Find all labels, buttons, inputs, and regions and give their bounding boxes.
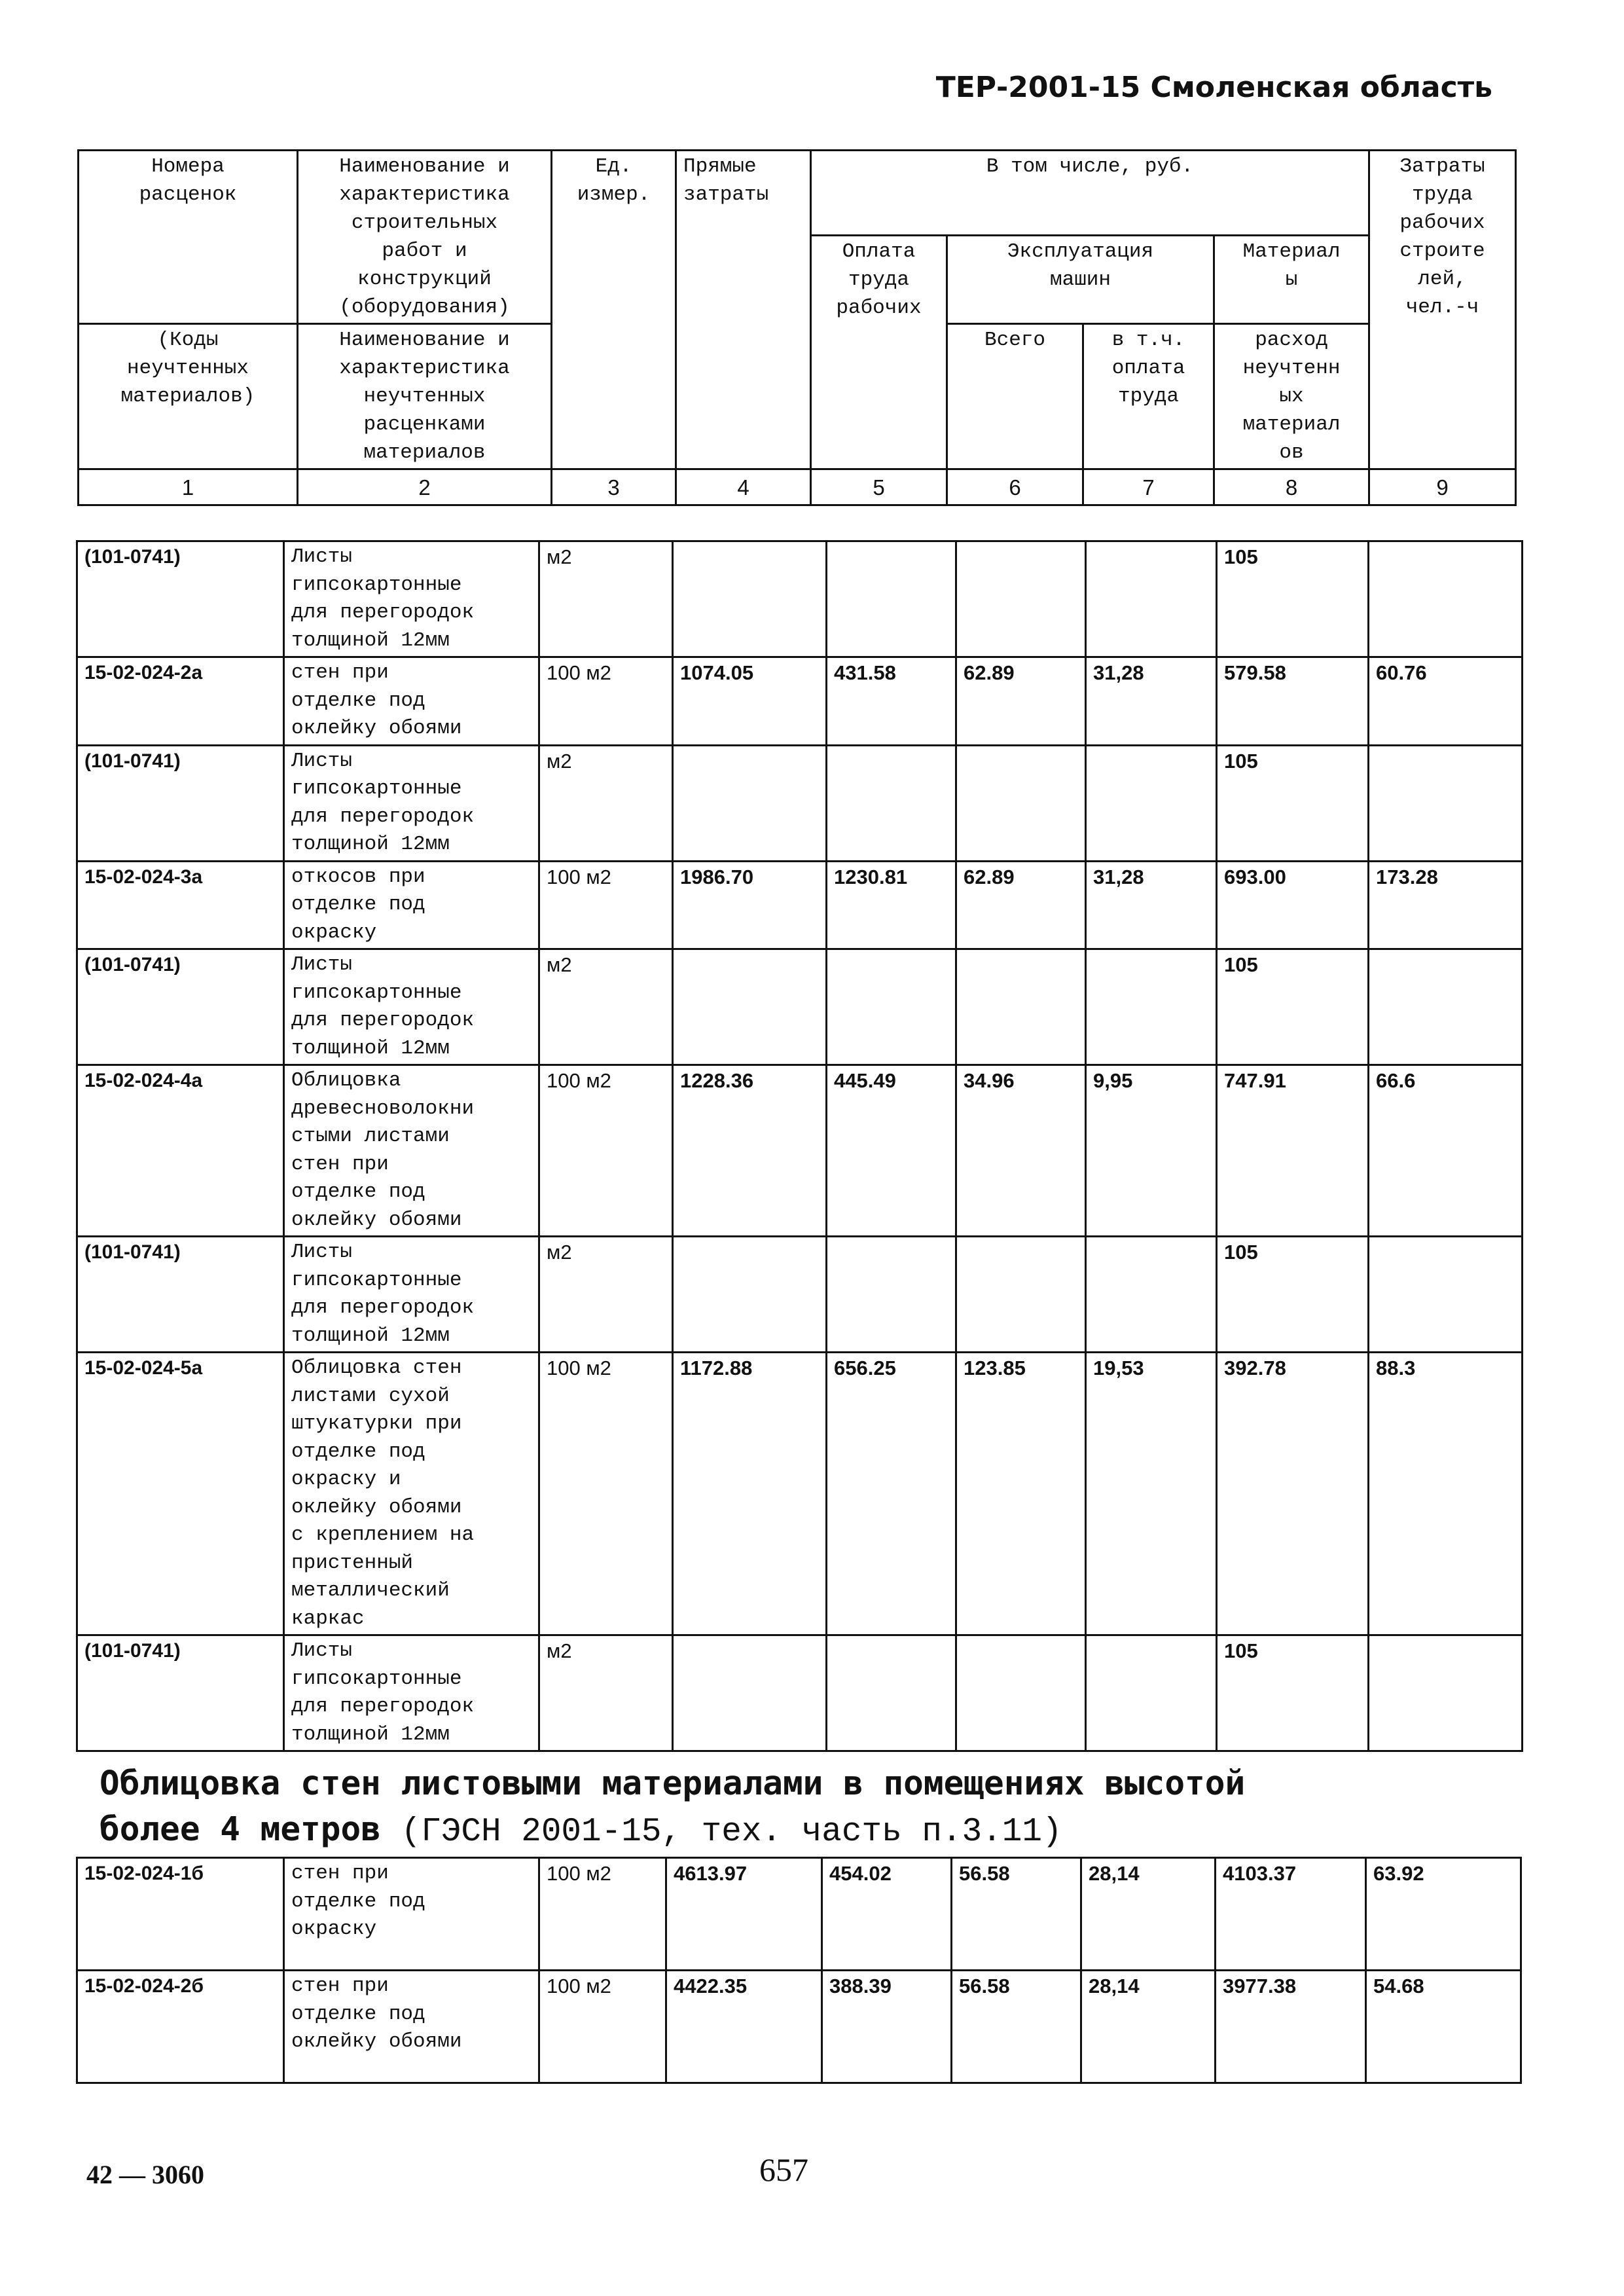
- machine-cost: 56.58: [952, 1971, 1081, 2083]
- rate-name: Листы гипсокартонные для перегородок толщиной 12мм: [284, 949, 539, 1065]
- rate-unit: 100 м2: [539, 1858, 666, 1971]
- machine-cost: [956, 1237, 1086, 1353]
- rate-unit: м2: [539, 1635, 673, 1751]
- machine-cost: [956, 541, 1086, 657]
- labor-cost: [827, 1635, 956, 1751]
- rate-unit: м2: [539, 1237, 673, 1353]
- header-kody: (Коды неучтенных материалов): [79, 324, 298, 469]
- labor-hours: 54.68: [1366, 1971, 1521, 2083]
- table-row: [77, 949, 1523, 1065]
- rate-name: Облицовка стен листами сухой штукатурки при отделке под окраску и оклейку обоями с креплением на пристенный металлический каркас: [284, 1353, 539, 1635]
- machine-labor-cost: [1086, 541, 1217, 657]
- rate-code: 15-02-024-4а: [77, 1065, 284, 1237]
- rate-unit: 100 м2: [539, 657, 673, 746]
- direct-cost: 4422.35: [666, 1971, 822, 2083]
- labor-hours: [1369, 1635, 1523, 1751]
- direct-cost: 1172.88: [673, 1353, 827, 1635]
- direct-cost: 4613.97: [666, 1858, 822, 1971]
- machine-labor-cost: 31,28: [1086, 657, 1217, 746]
- labor-cost: 656.25: [827, 1353, 956, 1635]
- labor-hours: 88.3: [1369, 1353, 1523, 1635]
- direct-cost: [673, 1635, 827, 1751]
- machine-labor-cost: [1086, 949, 1217, 1065]
- table-row: [77, 1971, 1521, 2083]
- direct-cost: [673, 541, 827, 657]
- machine-labor-cost: [1086, 1635, 1217, 1751]
- direct-cost: [673, 1237, 827, 1353]
- direct-cost: 1986.70: [673, 861, 827, 949]
- rate-name: Листы гипсокартонные для перегородок толщиной 12мм: [284, 745, 539, 861]
- labor-cost: 1230.81: [827, 861, 956, 949]
- labor-hours: 63.92: [1366, 1858, 1521, 1971]
- section-title: Облицовка стен листовыми материалами в помещениях высотой более 4 метров (ГЭСН 2001-15, тех. часть п.3.11): [99, 1764, 1246, 1851]
- material-cost: 105: [1217, 745, 1369, 861]
- header-naimenovanie: Наименование и характеристика строительных работ и конструкций (оборудования): [298, 151, 552, 324]
- rate-code: (101-0741): [77, 541, 284, 657]
- labor-cost: [827, 1237, 956, 1353]
- header-v-tom-chisle: В том числе, руб.: [811, 151, 1369, 236]
- labor-cost: [827, 949, 956, 1065]
- table-row: [77, 861, 1523, 949]
- rate-name: Листы гипсокартонные для перегородок толщиной 12мм: [284, 541, 539, 657]
- rate-code: 15-02-024-3а: [77, 861, 284, 949]
- labor-hours: 66.6: [1369, 1065, 1523, 1237]
- machine-labor-cost: 19,53: [1086, 1353, 1217, 1635]
- col-number: 8: [1214, 469, 1369, 505]
- page-title: ТЕР-2001-15 Смоленская область: [935, 71, 1492, 104]
- rate-unit: 100 м2: [539, 1971, 666, 2083]
- material-cost: 105: [1217, 1635, 1369, 1751]
- table-row: [77, 1635, 1523, 1751]
- section-rates-table: [76, 1857, 1522, 2084]
- rate-code: 15-02-024-5а: [77, 1353, 284, 1635]
- table-row: [77, 1065, 1523, 1237]
- rate-code: (101-0741): [77, 1237, 284, 1353]
- rate-unit: 100 м2: [539, 1353, 673, 1635]
- footer-code: 42 — 3060: [86, 2160, 204, 2189]
- machine-labor-cost: 28,14: [1081, 1858, 1216, 1971]
- machine-cost: 123.85: [956, 1353, 1086, 1635]
- header-zatraty-truda: Затраты труда рабочих строите лей, чел.-ч: [1369, 151, 1516, 469]
- material-cost: 392.78: [1217, 1353, 1369, 1635]
- machine-cost: [956, 745, 1086, 861]
- rate-code: (101-0741): [77, 1635, 284, 1751]
- material-cost: 693.00: [1217, 861, 1369, 949]
- col-number: 5: [811, 469, 947, 505]
- header-v-t-ch: в т.ч. оплата труда: [1083, 324, 1214, 469]
- table-row: [77, 1237, 1523, 1353]
- labor-hours: [1369, 1237, 1523, 1353]
- header-nomera: Номера расценок: [79, 151, 298, 324]
- direct-cost: [673, 745, 827, 861]
- direct-cost: 1074.05: [673, 657, 827, 746]
- direct-cost: [673, 949, 827, 1065]
- machine-labor-cost: [1086, 1237, 1217, 1353]
- header-ekspluataciya: Эксплуатация машин: [947, 236, 1214, 324]
- labor-hours: [1369, 745, 1523, 861]
- col-number: 3: [552, 469, 676, 505]
- page-number: 657: [759, 2151, 808, 2188]
- machine-cost: [956, 949, 1086, 1065]
- machine-labor-cost: [1086, 745, 1217, 861]
- machine-cost: 56.58: [952, 1858, 1081, 1971]
- material-cost: 105: [1217, 541, 1369, 657]
- table-row: [77, 1353, 1523, 1635]
- header-vsego: Всего: [947, 324, 1083, 469]
- header-naim-neuchtennyh: Наименование и характеристика неучтенных расценками материалов: [298, 324, 552, 469]
- labor-cost: [827, 541, 956, 657]
- material-cost: 747.91: [1217, 1065, 1369, 1237]
- rate-name: откосов при отделке под окраску: [284, 861, 539, 949]
- labor-cost: 454.02: [822, 1858, 952, 1971]
- header-pryamye: Прямые затраты: [676, 151, 811, 469]
- labor-hours: 60.76: [1369, 657, 1523, 746]
- machine-labor-cost: 9,95: [1086, 1065, 1217, 1237]
- rate-code: 15-02-024-2б: [77, 1971, 284, 2083]
- labor-cost: 431.58: [827, 657, 956, 746]
- header-ed-izmer: Ед. измер.: [552, 151, 676, 469]
- labor-cost: 445.49: [827, 1065, 956, 1237]
- rate-unit: 100 м2: [539, 1065, 673, 1237]
- rate-unit: м2: [539, 541, 673, 657]
- rates-table: [76, 540, 1523, 1752]
- machine-cost: [956, 1635, 1086, 1751]
- header-oplata: Оплата труда рабочих: [811, 236, 947, 469]
- rate-code: (101-0741): [77, 949, 284, 1065]
- col-number: 2: [298, 469, 552, 505]
- labor-hours: [1369, 949, 1523, 1065]
- col-number: 7: [1083, 469, 1214, 505]
- labor-hours: [1369, 541, 1523, 657]
- rate-code: 15-02-024-2а: [77, 657, 284, 746]
- rate-name: Облицовка древесноволокни стыми листами стен при отделке под оклейку обоями: [284, 1065, 539, 1237]
- section-reference: (ГЭСН 2001-15, тех. часть п.3.11): [401, 1813, 1062, 1851]
- col-number: 9: [1369, 469, 1516, 505]
- material-cost: 105: [1217, 949, 1369, 1065]
- col-number: 4: [676, 469, 811, 505]
- rate-name: стен при отделке под окраску: [284, 1858, 539, 1971]
- labor-hours: 173.28: [1369, 861, 1523, 949]
- rate-name: стен при отделке под оклейку обоями: [284, 1971, 539, 2083]
- rate-unit: м2: [539, 949, 673, 1065]
- machine-cost: 62.89: [956, 861, 1086, 949]
- rate-code: (101-0741): [77, 745, 284, 861]
- col-number: 1: [79, 469, 298, 505]
- table-row: [77, 745, 1523, 861]
- rate-unit: 100 м2: [539, 861, 673, 949]
- rate-name: Листы гипсокартонные для перегородок толщиной 12мм: [284, 1237, 539, 1353]
- labor-cost: [827, 745, 956, 861]
- labor-cost: 388.39: [822, 1971, 952, 2083]
- header-materialy: Материал ы: [1214, 236, 1369, 324]
- rate-name: стен при отделке под оклейку обоями: [284, 657, 539, 746]
- rate-unit: м2: [539, 745, 673, 861]
- header-rashod: расход неучтенн ых материал ов: [1214, 324, 1369, 469]
- machine-labor-cost: 31,28: [1086, 861, 1217, 949]
- material-cost: 3977.38: [1216, 1971, 1366, 2083]
- rate-code: 15-02-024-1б: [77, 1858, 284, 1971]
- material-cost: 579.58: [1217, 657, 1369, 746]
- table-row: [77, 657, 1523, 746]
- direct-cost: 1228.36: [673, 1065, 827, 1237]
- table-row: [77, 1858, 1521, 1971]
- rate-name: Листы гипсокартонные для перегородок толщиной 12мм: [284, 1635, 539, 1751]
- machine-cost: 34.96: [956, 1065, 1086, 1237]
- col-number: 6: [947, 469, 1083, 505]
- machine-labor-cost: 28,14: [1081, 1971, 1216, 2083]
- machine-cost: 62.89: [956, 657, 1086, 746]
- table-row: [77, 541, 1523, 657]
- header-table: [77, 149, 1517, 506]
- material-cost: 105: [1217, 1237, 1369, 1353]
- material-cost: 4103.37: [1216, 1858, 1366, 1971]
